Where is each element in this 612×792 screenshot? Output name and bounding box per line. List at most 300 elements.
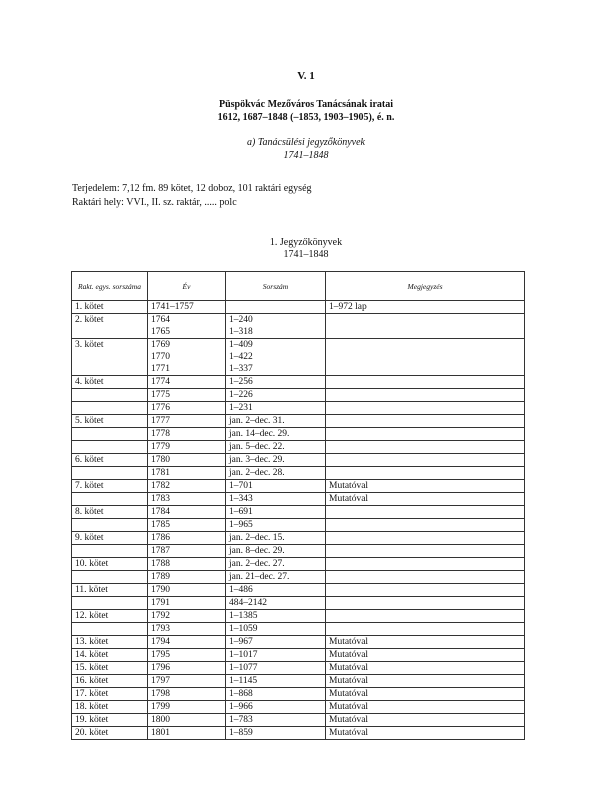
table-row <box>72 339 525 376</box>
volume-label: 7. kötet <box>75 481 104 491</box>
volume-label: 3. kötet <box>75 340 104 350</box>
cell-ranges <box>226 558 326 571</box>
cell-years <box>148 506 226 519</box>
subseries-title: 1. Jegyzőkönyvek <box>269 237 343 248</box>
note-value <box>329 326 521 338</box>
cell-notes <box>326 701 525 714</box>
cell-volume <box>72 688 148 701</box>
year-value: 1790 <box>151 585 170 595</box>
cell-years <box>148 532 226 545</box>
cell-volume <box>72 402 148 415</box>
volume-label <box>75 597 144 609</box>
cell-years <box>148 339 226 376</box>
cell-volume <box>72 662 148 675</box>
cell-notes <box>326 301 525 314</box>
volume-label: 4. kötet <box>75 377 104 387</box>
table-row <box>72 675 525 688</box>
cell-ranges <box>226 675 326 688</box>
cell-volume <box>72 441 148 454</box>
cell-volume <box>72 545 148 558</box>
cell-years <box>148 623 226 636</box>
table-row <box>72 597 525 610</box>
table-row <box>72 467 525 480</box>
cell-volume <box>72 636 148 649</box>
volume-label <box>75 493 144 505</box>
cell-years <box>148 402 226 415</box>
cell-volume <box>72 532 148 545</box>
year-value: 1780 <box>151 455 170 465</box>
cell-notes <box>326 415 525 428</box>
cell-notes <box>326 493 525 506</box>
cell-years <box>148 688 226 701</box>
cell-volume <box>72 314 148 339</box>
fonds-code: V. 1 <box>297 70 315 82</box>
year-value: 1782 <box>151 481 170 491</box>
series-years: 1741–1848 <box>283 150 329 161</box>
range-value: 1–1059 <box>229 624 258 634</box>
year-value: 1785 <box>151 520 170 530</box>
header-range: Sorszám <box>226 272 326 301</box>
fonds-date-range: 1612, 1687–1848 (–1853, 1903–1905), é. n. <box>217 112 395 123</box>
cell-ranges <box>226 301 326 314</box>
range-value: 1–256 <box>229 377 253 387</box>
cell-notes <box>326 597 525 610</box>
cell-notes <box>326 314 525 339</box>
volume-label <box>75 428 144 440</box>
note-value <box>329 610 521 622</box>
note-value <box>329 532 521 544</box>
cell-notes <box>326 545 525 558</box>
cell-ranges <box>226 701 326 714</box>
range-value: 1–783 <box>229 715 253 725</box>
range-value: 1–1077 <box>229 663 258 673</box>
cell-ranges <box>226 339 326 376</box>
note-value <box>329 428 521 440</box>
year-value: 1791 <box>151 598 170 608</box>
table-row <box>72 558 525 571</box>
cell-volume <box>72 415 148 428</box>
cell-years <box>148 301 226 314</box>
cell-notes <box>326 558 525 571</box>
note-value: Mutatóval <box>329 689 369 699</box>
header-unit-number: Rakt. egys. sorszáma <box>72 272 148 301</box>
cell-volume <box>72 675 148 688</box>
cell-notes <box>326 519 525 532</box>
cell-years <box>148 662 226 675</box>
range-value: 1–967 <box>229 637 253 647</box>
cell-ranges <box>226 636 326 649</box>
cell-ranges <box>226 454 326 467</box>
series-title: a) Tanácsülési jegyzőkönyvek <box>247 137 365 148</box>
cell-years <box>148 558 226 571</box>
range-value: 1–240 <box>229 315 253 325</box>
year-value: 1787 <box>151 546 170 556</box>
note-value: Mutatóval <box>329 702 369 712</box>
note-value <box>329 558 521 570</box>
year-value: 1777 <box>151 416 170 426</box>
volume-label: 2. kötet <box>75 315 104 325</box>
cell-notes <box>326 532 525 545</box>
volume-label: 8. kötet <box>75 507 104 517</box>
fonds-title: Püspökvác Mezőváros Tanácsának iratai <box>219 99 393 110</box>
note-value <box>329 467 521 479</box>
table-row <box>72 402 525 415</box>
range-value: 1–337 <box>229 364 253 374</box>
cell-ranges <box>226 714 326 727</box>
cell-ranges <box>226 727 326 740</box>
cell-ranges <box>226 467 326 480</box>
volume-label: 16. kötet <box>75 676 109 686</box>
table-row <box>72 662 525 675</box>
volume-label: 20. kötet <box>75 728 109 738</box>
cell-years <box>148 415 226 428</box>
cell-notes <box>326 649 525 662</box>
volume-label <box>75 467 144 479</box>
volume-label: 19. kötet <box>75 715 109 725</box>
volume-label <box>75 441 144 453</box>
year-value: 1795 <box>151 650 170 660</box>
note-value: Mutatóval <box>329 637 369 647</box>
year-value: 1769 <box>151 340 170 350</box>
cell-notes <box>326 584 525 597</box>
range-value: 1–701 <box>229 481 253 491</box>
cell-years <box>148 584 226 597</box>
range-value <box>229 301 322 313</box>
register-table <box>71 271 525 740</box>
year-value: 1788 <box>151 559 170 569</box>
cell-volume <box>72 558 148 571</box>
cell-years <box>148 467 226 480</box>
table-row <box>72 301 525 314</box>
storage-location-line: Raktári hely: VVI., II. sz. raktár, ..... polc <box>72 197 237 208</box>
range-value: jan. 21–dec. 27. <box>229 572 290 582</box>
cell-ranges <box>226 314 326 339</box>
cell-ranges <box>226 493 326 506</box>
cell-ranges <box>226 506 326 519</box>
cell-notes <box>326 623 525 636</box>
volume-label <box>75 389 144 401</box>
cell-notes <box>326 688 525 701</box>
year-value: 1771 <box>151 364 170 374</box>
volume-label: 6. kötet <box>75 455 104 465</box>
year-value: 1794 <box>151 637 170 647</box>
note-value <box>329 415 521 427</box>
table-row <box>72 649 525 662</box>
table-row <box>72 480 525 493</box>
cell-volume <box>72 610 148 623</box>
note-value <box>329 339 521 351</box>
extent-line: Terjedelem: 7,12 fm. 89 kötet, 12 doboz, 101 raktári egység <box>72 183 312 194</box>
range-value: 1–486 <box>229 585 253 595</box>
range-value: 1–226 <box>229 390 253 400</box>
range-value: 1–1385 <box>229 611 258 621</box>
cell-years <box>148 376 226 389</box>
note-value <box>329 351 521 363</box>
cell-years <box>148 701 226 714</box>
range-value: jan. 5–dec. 22. <box>229 442 285 452</box>
cell-notes <box>326 454 525 467</box>
table-row <box>72 545 525 558</box>
volume-label: 13. kötet <box>75 637 109 647</box>
year-value: 1778 <box>151 429 170 439</box>
cell-volume <box>72 571 148 584</box>
cell-notes <box>326 662 525 675</box>
cell-notes <box>326 339 525 376</box>
table-row <box>72 584 525 597</box>
volume-label: 18. kötet <box>75 702 109 712</box>
cell-ranges <box>226 571 326 584</box>
note-value <box>329 402 521 414</box>
cell-notes <box>326 467 525 480</box>
table-row <box>72 571 525 584</box>
note-value: Mutatóval <box>329 715 369 725</box>
range-value: 1–422 <box>229 352 253 362</box>
cell-years <box>148 389 226 402</box>
cell-volume <box>72 339 148 376</box>
cell-ranges <box>226 441 326 454</box>
note-value <box>329 584 521 596</box>
cell-years <box>148 649 226 662</box>
year-value: 1741–1757 <box>151 302 194 312</box>
range-value: 1–409 <box>229 340 253 350</box>
range-value: jan. 2–dec. 31. <box>229 416 285 426</box>
table-body <box>72 301 525 740</box>
range-value: 1–966 <box>229 702 253 712</box>
range-value: 1–691 <box>229 507 253 517</box>
volume-label <box>75 545 144 557</box>
volume-label: 14. kötet <box>75 650 109 660</box>
cell-volume <box>72 480 148 493</box>
cell-ranges <box>226 402 326 415</box>
cell-years <box>148 597 226 610</box>
year-value: 1784 <box>151 507 170 517</box>
range-value: 1–868 <box>229 689 253 699</box>
cell-notes <box>326 441 525 454</box>
range-value: jan. 2–dec. 15. <box>229 533 285 543</box>
subseries-years: 1741–1848 <box>283 249 329 260</box>
cell-volume <box>72 428 148 441</box>
note-value: Mutatóval <box>329 481 369 491</box>
cell-notes <box>326 714 525 727</box>
cell-years <box>148 428 226 441</box>
note-value: Mutatóval <box>329 650 369 660</box>
table-row <box>72 532 525 545</box>
note-value <box>329 454 521 466</box>
cell-years <box>148 519 226 532</box>
table-row <box>72 441 525 454</box>
cell-ranges <box>226 480 326 493</box>
cell-volume <box>72 301 148 314</box>
cell-years <box>148 636 226 649</box>
cell-notes <box>326 610 525 623</box>
table-row <box>72 688 525 701</box>
range-value: jan. 8–dec. 29. <box>229 546 285 556</box>
table-row <box>72 415 525 428</box>
table-row <box>72 701 525 714</box>
table-row <box>72 454 525 467</box>
header-note: Megjegyzés <box>326 272 525 301</box>
table-header-row <box>72 272 525 301</box>
cell-notes <box>326 428 525 441</box>
note-value: Mutatóval <box>329 494 369 504</box>
note-value: 1–972 lap <box>329 302 367 312</box>
cell-years <box>148 571 226 584</box>
year-value: 1781 <box>151 468 170 478</box>
cell-years <box>148 441 226 454</box>
year-value: 1792 <box>151 611 170 621</box>
range-value: 1–859 <box>229 728 253 738</box>
note-value: Mutatóval <box>329 663 369 673</box>
cell-notes <box>326 402 525 415</box>
table-row <box>72 623 525 636</box>
table-row <box>72 314 525 339</box>
cell-notes <box>326 727 525 740</box>
note-value <box>329 506 521 518</box>
range-value: 1–965 <box>229 520 253 530</box>
year-value: 1793 <box>151 624 170 634</box>
year-value: 1783 <box>151 494 170 504</box>
year-value: 1786 <box>151 533 170 543</box>
volume-label: 17. kötet <box>75 689 109 699</box>
volume-label <box>75 623 144 635</box>
cell-notes <box>326 480 525 493</box>
note-value <box>329 519 521 531</box>
range-value: 1–1017 <box>229 650 258 660</box>
note-value: Mutatóval <box>329 676 369 686</box>
cell-notes <box>326 376 525 389</box>
table-row <box>72 376 525 389</box>
range-value: jan. 2–dec. 28. <box>229 468 285 478</box>
range-value: jan. 14–dec. 29. <box>229 429 290 439</box>
year-value: 1789 <box>151 572 170 582</box>
year-value: 1779 <box>151 442 170 452</box>
range-value: jan. 2–dec. 27. <box>229 559 285 569</box>
note-value <box>329 314 521 326</box>
year-value: 1801 <box>151 728 170 738</box>
year-value: 1799 <box>151 702 170 712</box>
cell-ranges <box>226 389 326 402</box>
year-value: 1797 <box>151 676 170 686</box>
cell-volume <box>72 493 148 506</box>
cell-volume <box>72 649 148 662</box>
note-value <box>329 545 521 557</box>
cell-volume <box>72 519 148 532</box>
table-row <box>72 636 525 649</box>
cell-years <box>148 545 226 558</box>
cell-ranges <box>226 649 326 662</box>
range-value: 1–231 <box>229 403 253 413</box>
cell-volume <box>72 454 148 467</box>
cell-volume <box>72 727 148 740</box>
cell-years <box>148 314 226 339</box>
cell-volume <box>72 376 148 389</box>
table-row <box>72 506 525 519</box>
cell-volume <box>72 584 148 597</box>
cell-ranges <box>226 519 326 532</box>
note-value <box>329 389 521 401</box>
range-value: 1–318 <box>229 327 253 337</box>
cell-volume <box>72 623 148 636</box>
year-value: 1765 <box>151 327 170 337</box>
cell-notes <box>326 571 525 584</box>
cell-notes <box>326 675 525 688</box>
cell-ranges <box>226 428 326 441</box>
volume-label: 5. kötet <box>75 416 104 426</box>
table-row <box>72 428 525 441</box>
note-value <box>329 571 521 583</box>
note-value <box>329 623 521 635</box>
range-value: 1–343 <box>229 494 253 504</box>
cell-ranges <box>226 532 326 545</box>
note-value <box>329 441 521 453</box>
volume-label: 1. kötet <box>75 302 104 312</box>
cell-years <box>148 454 226 467</box>
cell-volume <box>72 597 148 610</box>
note-value <box>329 376 521 388</box>
cell-ranges <box>226 623 326 636</box>
year-value: 1776 <box>151 403 170 413</box>
cell-notes <box>326 636 525 649</box>
cell-ranges <box>226 662 326 675</box>
range-value: 484–2142 <box>229 598 267 608</box>
volume-label: 12. kötet <box>75 611 109 621</box>
volume-label <box>75 519 144 531</box>
year-value: 1796 <box>151 663 170 673</box>
year-value: 1775 <box>151 390 170 400</box>
cell-years <box>148 610 226 623</box>
cell-years <box>148 480 226 493</box>
cell-ranges <box>226 545 326 558</box>
volume-label <box>75 571 144 583</box>
volume-label: 11. kötet <box>75 585 108 595</box>
range-value: jan. 3–dec. 29. <box>229 455 285 465</box>
table-row <box>72 519 525 532</box>
table-row <box>72 610 525 623</box>
note-value <box>329 597 521 609</box>
table-row <box>72 493 525 506</box>
cell-volume <box>72 701 148 714</box>
cell-volume <box>72 714 148 727</box>
note-value <box>329 363 521 375</box>
range-value: 1–1145 <box>229 676 258 686</box>
cell-notes <box>326 389 525 402</box>
year-value: 1774 <box>151 377 170 387</box>
year-value: 1770 <box>151 352 170 362</box>
cell-volume <box>72 467 148 480</box>
year-value: 1798 <box>151 689 170 699</box>
cell-ranges <box>226 584 326 597</box>
cell-ranges <box>226 597 326 610</box>
note-value: Mutatóval <box>329 728 369 738</box>
cell-ranges <box>226 610 326 623</box>
volume-label: 10. kötet <box>75 559 109 569</box>
volume-label: 9. kötet <box>75 533 104 543</box>
table-row <box>72 727 525 740</box>
year-value: 1764 <box>151 315 170 325</box>
header-year: Év <box>148 272 226 301</box>
table-row <box>72 714 525 727</box>
cell-years <box>148 493 226 506</box>
table-row <box>72 389 525 402</box>
year-value: 1800 <box>151 715 170 725</box>
cell-ranges <box>226 415 326 428</box>
cell-volume <box>72 506 148 519</box>
cell-notes <box>326 506 525 519</box>
cell-volume <box>72 389 148 402</box>
cell-ranges <box>226 688 326 701</box>
cell-years <box>148 675 226 688</box>
cell-ranges <box>226 376 326 389</box>
